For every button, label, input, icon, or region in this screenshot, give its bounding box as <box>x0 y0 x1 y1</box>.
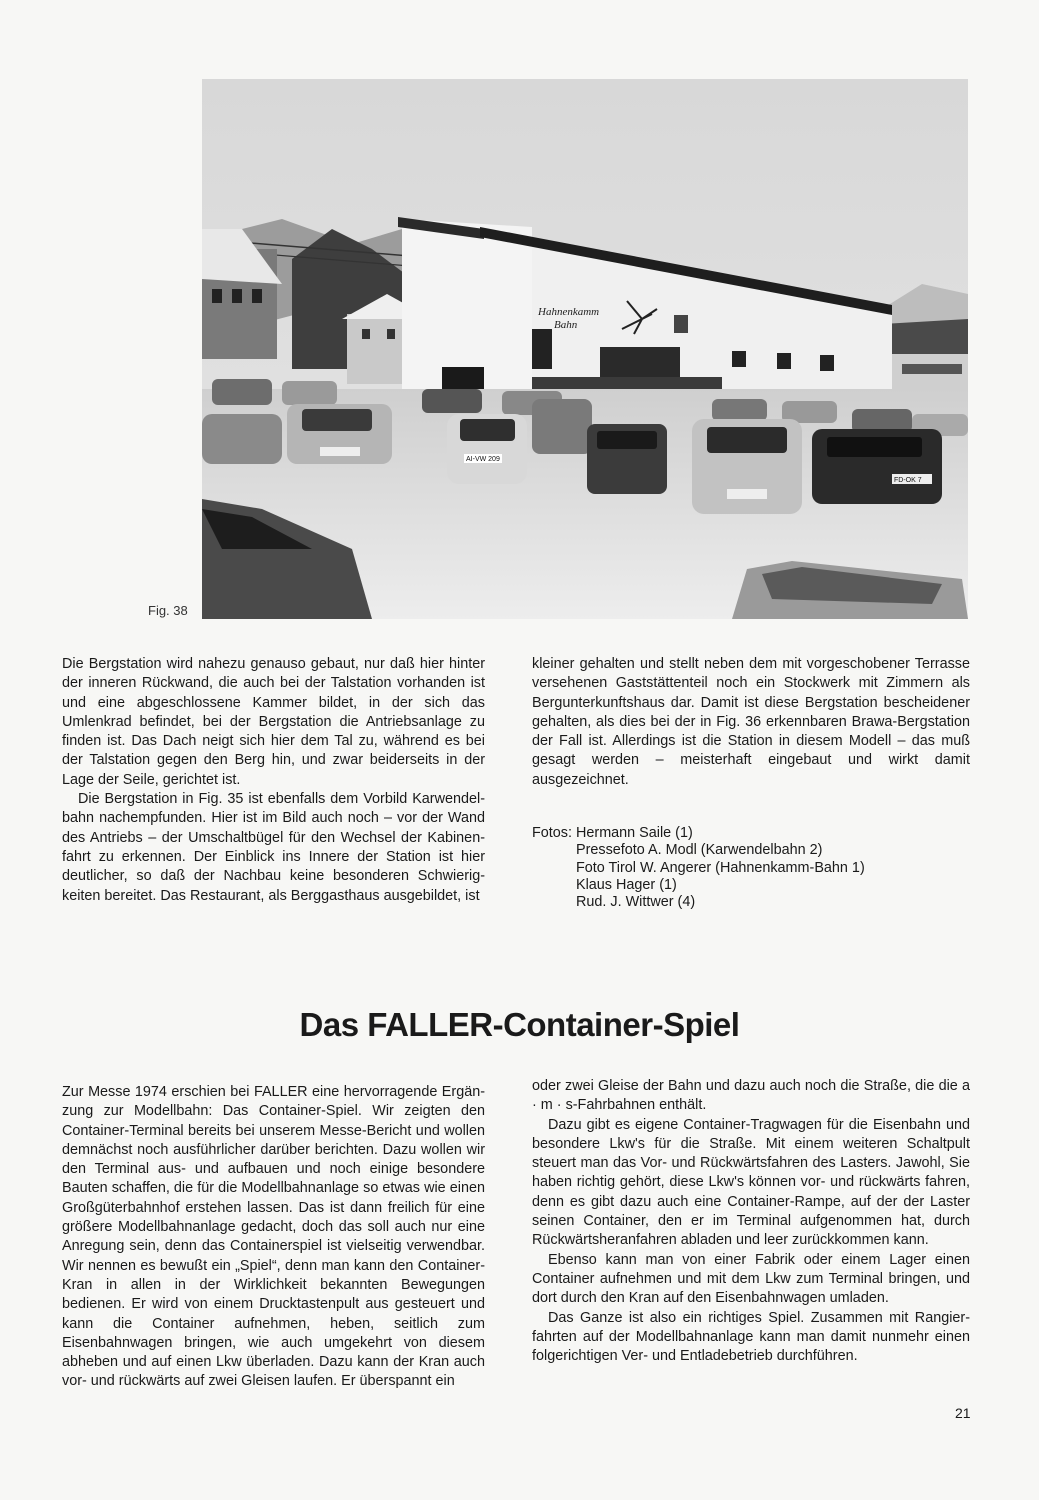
credit-line: Klaus Hager (1) <box>576 876 677 893</box>
paragraph: Die Bergstation wird nahezu genauso gebaut, nur daß hier hinter der inneren Rückwand, die auch bei der Talstation vorhanden ist und eine abgeschlossene Kammer bildet, in der sich das Umlenkrad befindet, bei der Bergstation die Antriebsanlage zu finden ist. Das Dach neigt sich hier dem Tal zu, während es bei der Talstation gegen den Berg hin, und zwar beiderseits in der Lage der Seile, gerichtet ist. <box>62 656 485 788</box>
article2-column1 <box>62 1083 485 1392</box>
credit-line: Hermann Saile (1) <box>576 825 693 841</box>
credit-line: Rud. J. Wittwer (4) <box>576 894 696 911</box>
license-plate: AI-VW 209 <box>466 456 500 463</box>
article-headline: Das FALLER-Container-Spiel <box>299 1006 740 1043</box>
station-photo <box>202 79 968 619</box>
crest <box>674 315 688 333</box>
credits-label: Fotos: <box>532 825 572 841</box>
paragraph: kleiner gehalten und stellt neben dem mit vorgeschobener Terrasse versehenen Gaststättenteil noch ein Stockwerk mit Zimmern als Bergunterkunftshaus dar. Damit ist diese Bergstation bescheidener gehalten, als dies bei der in Fig. 36 erkennbaren Brawa-Bergstation der Fall ist. Allerdings ist die Station in diesem Modell – das muß gesagt werden – meisterhaft eingebaut und wirkt damit ausgezeichnet. <box>532 656 970 788</box>
paragraph: oder zwei Gleise der Bahn und dazu auch noch die Straße, die die a · m · s-Fahrbahnen enthält. <box>532 1078 970 1114</box>
paragraph: Ebenso kann man von einer Fabrik oder einem Lager einen Container aufnehmen und mit dem Lkw zum Terminal bringen, und dort durch den Kran auf den Eisenbahnwagen umladen. <box>532 1251 970 1307</box>
credit-line: Foto Tirol W. Angerer (Hahnenkamm-Bahn 1) <box>576 859 865 876</box>
credit-line: Pressefoto A. Modl (Karwendelbahn 2) <box>576 842 823 859</box>
article2-column2 <box>532 1077 970 1366</box>
station-tower <box>402 219 532 389</box>
paragraph: Die Bergstation in Fig. 35 ist ebenfalls dem Vorbild Karwendelbahn nachempfunden. Hier ist im Bild auch noch – vor der Wand des Antriebs – der Umschaltbügel für den Wechsel der Kabinenfahrt zu erkennen. Der Einblick ins Innere der Station ist hier deutlicher, so daß der Nachbau keine besonderen Schwierigkeiten bereitet. Das Restaurant, als Berggasthaus ausgebildet, ist <box>62 791 485 904</box>
terrace-railing <box>532 377 722 389</box>
paragraph: Zur Messe 1974 erschien bei FALLER eine hervorragende Ergänzung zur Modellbahn: Das Container-Spiel. Wir zeigten den Container-Terminal bereits bei unserem Messe-Bericht und wollen demnächst noch ausführlicher darüber berichten. Dazu wollen wir den Terminal aus- und aufbauen und noch einige besondere Bauten schaffen, die für die Modellbahnanlage so etwas wie einen Großgüterbahnhof erstehen lassen. Das ist dann freilich für eine größere Modellbahnanlage gedacht, doch das soll auch nur eine Anregung sein, denn das Containerspiel ist vielseitig verwendbar. Wir nennen es bewußt ein „Spiel“, denn man kann den Container-Kran in allen in der Wirklichkeit bekannten Bewegungen bedienen. Er wird von einem Drucktastenpult aus gesteuert und kann die Container aufnehmen, heben, seitlich zum Eisenbahnwagen bringen, wie auch umgekehrt von diesem abheben und auf einen Lkw überladen. Dazu kann der Kran auch vor- und rückwärts auf zwei Gleisen laufen. Er überspannt ein <box>62 1084 485 1390</box>
station-sign: Bahn <box>554 319 578 331</box>
paragraph: Dazu gibt es eigene Container-Tragwagen für die Eisenbahn und besondere Lkw's für die Straße. Mit einem weiteren Schaltpult steuert man das Vor- und Rückwärtsfahren des Lasters. Jawohl, Sie haben richtig gehört, diese Lkw's können vor- und rückwärts fahren, denn es gibt dazu auch eine Container-Rampe, auf der der Laster seinen Container, den er im Terminal aufgenommen hat, durch Rückwärtsheranfahren abladen und leer zurückkommen kann. <box>532 1116 970 1249</box>
article1-column2 <box>532 655 970 790</box>
figure-caption: Fig. 38 <box>148 603 188 618</box>
page-number: 21 <box>955 1405 971 1421</box>
article1-column1 <box>62 655 485 906</box>
paragraph: Das Ganze ist also ein richtiges Spiel. Zusammen mit Rangierfahrten auf der Modellbahnanlage kann man damit nunmehr einen folgerichtigen Ver- und Entladebetrieb durchführen. <box>532 1309 970 1365</box>
license-plate: FD-OK 7 <box>894 477 922 484</box>
figure-photo <box>202 79 968 619</box>
station-sign: Hahnenkamm <box>538 306 600 318</box>
photo-credits <box>532 825 865 911</box>
